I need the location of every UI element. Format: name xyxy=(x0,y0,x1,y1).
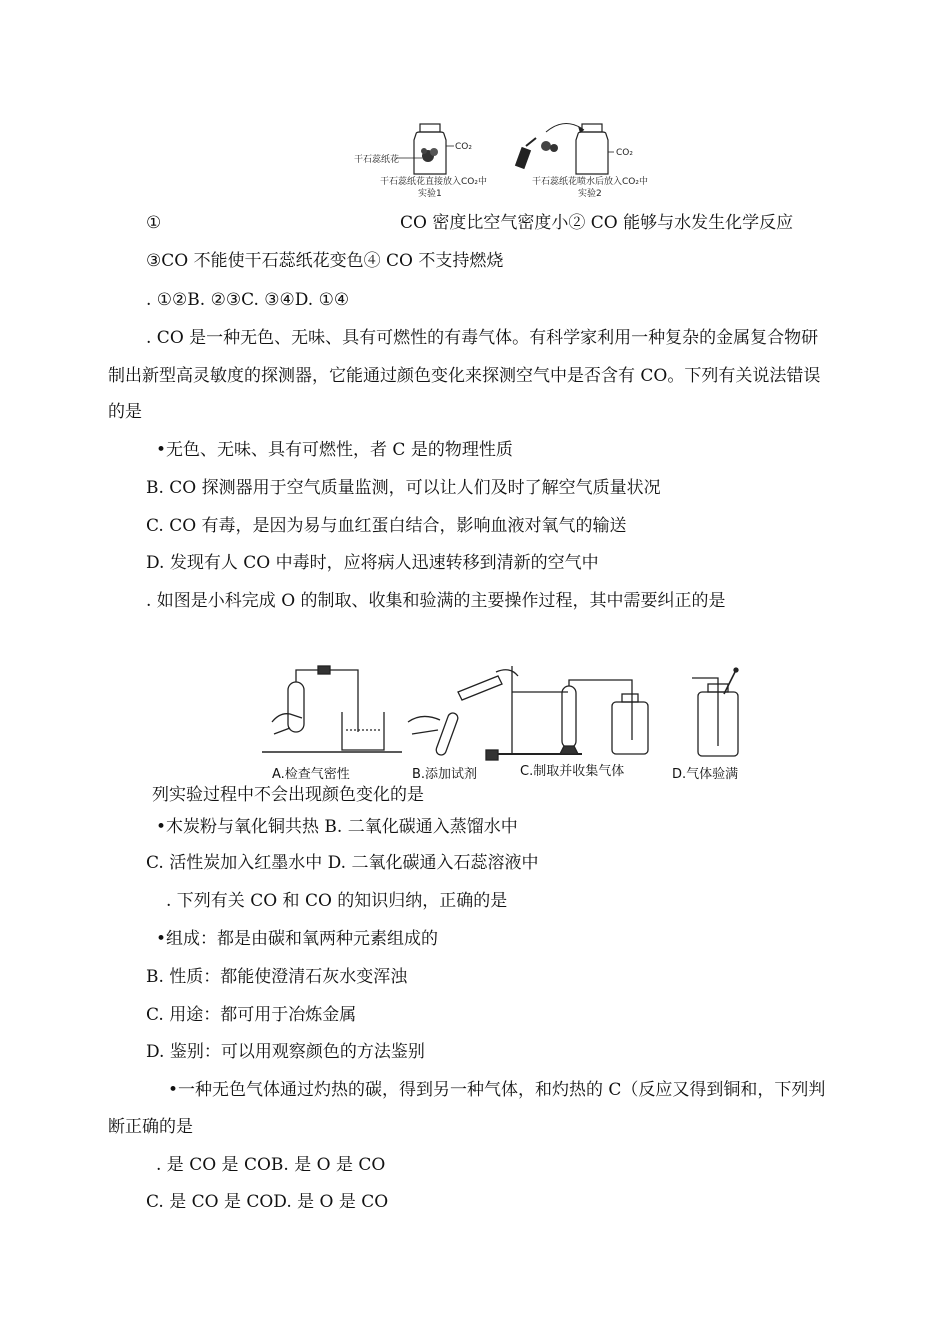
q6-options-cd: C. 是 CO 是 COD. 是 O 是 CO xyxy=(146,1192,389,1212)
sprayer-icon xyxy=(515,138,558,169)
co2-label-2: CO₂ xyxy=(616,148,633,158)
q1-option1-mark: ① xyxy=(146,213,162,233)
q6-options-ab: . 是 CO 是 COB. 是 O 是 CO xyxy=(156,1155,386,1175)
paper-flower-1 xyxy=(421,148,438,162)
q5-option-b: B. 性质：都能使澄清石灰水变浑浊 xyxy=(146,967,408,987)
apparatus-c xyxy=(498,666,648,754)
q2-option-c: C. CO 有毒，是因为易与血红蛋白结合，影响血液对氧气的输送 xyxy=(146,516,627,536)
q4-options-ab: •木炭粉与氧化铜共热 B. 二氧化碳通入蒸馏水中 xyxy=(156,817,518,837)
caption-exp2-line1: 干石蕊纸花喷水后放入CO₂中 xyxy=(532,177,648,187)
q2-option-b: B. CO 探测器用于空气质量监测，可以让人们及时了解空气质量状况 xyxy=(146,478,661,498)
q2-option-d: D. 发现有人 CO 中毒时，应将病人迅速转移到清新的空气中 xyxy=(146,553,599,573)
apparatus-b xyxy=(408,670,518,760)
co2-experiment-figure xyxy=(350,118,670,204)
caption-exp2-line2: 实验2 xyxy=(578,189,602,199)
q5-option-c: C. 用途：都可用于冶炼金属 xyxy=(146,1005,357,1025)
q1-option1-text: CO 密度比空气密度小② CO 能够与水发生化学反应 xyxy=(400,213,794,233)
co2-label-1: CO₂ xyxy=(455,142,472,152)
q4-options-cd: C. 活性炭加入红墨水中 D. 二氧化碳通入石蕊溶液中 xyxy=(146,853,539,873)
caption-exp1-line2: 实验1 xyxy=(418,189,442,199)
q2-stem-line1: . CO 是一种无色、无味、具有可燃性的有毒气体。有科学家利用一种复杂的金属复合物研 xyxy=(146,328,819,348)
bottle-2 xyxy=(576,124,608,174)
q2-stem-line2: 制出新型高灵敏度的探测器，它能通过颜色变化来探测空气中是否含有 CO。下列有关说法错误 xyxy=(108,366,821,386)
apparatus-a xyxy=(262,666,402,752)
oxygen-apparatus-figure xyxy=(262,662,762,786)
arrow-icon xyxy=(546,123,584,132)
caption-exp1-line1: 干石蕊纸花直接放入CO₂中 xyxy=(380,177,487,187)
q5-stem: . 下列有关 CO 和 CO 的知识归纳，正确的是 xyxy=(166,891,508,911)
q1-option2-text: ③CO 不能使干石蕊纸花变色④ CO 不支持燃烧 xyxy=(146,251,504,271)
caption-c: C.制取并收集气体 xyxy=(520,764,625,779)
q1-choices: . ①②B. ②③C. ③④D. ①④ xyxy=(146,290,350,310)
q3-stem: . 如图是小科完成 O 的制取、收集和验满的主要操作过程，其中需要纠正的是 xyxy=(146,591,726,611)
bottle-1 xyxy=(414,124,446,174)
apparatus-d xyxy=(692,668,738,756)
caption-a: A.检查气密性 xyxy=(272,767,350,782)
caption-d: D.气体验满 xyxy=(672,767,739,782)
caption-b: B.添加试剂 xyxy=(412,767,478,782)
paper-flower-label: 干石蕊纸花 xyxy=(354,155,400,165)
q5-option-a: •组成：都是由碳和氧两种元素组成的 xyxy=(156,929,439,949)
q6-stem-line2: 断正确的是 xyxy=(108,1117,193,1137)
q4-stem: 列实验过程中不会出现颜色变化的是 xyxy=(152,785,424,805)
q5-option-d: D. 鉴别：可以用观察颜色的方法鉴别 xyxy=(146,1042,425,1062)
q2-stem-line3: 的是 xyxy=(108,402,142,422)
q6-stem-line1: •一种无色气体通过灼热的碳，得到另一种气体，和灼热的 C（反应又得到铜和，下列判 xyxy=(168,1080,826,1100)
q2-option-a: •无色、无味、具有可燃性，者 C 是的物理性质 xyxy=(156,440,513,460)
